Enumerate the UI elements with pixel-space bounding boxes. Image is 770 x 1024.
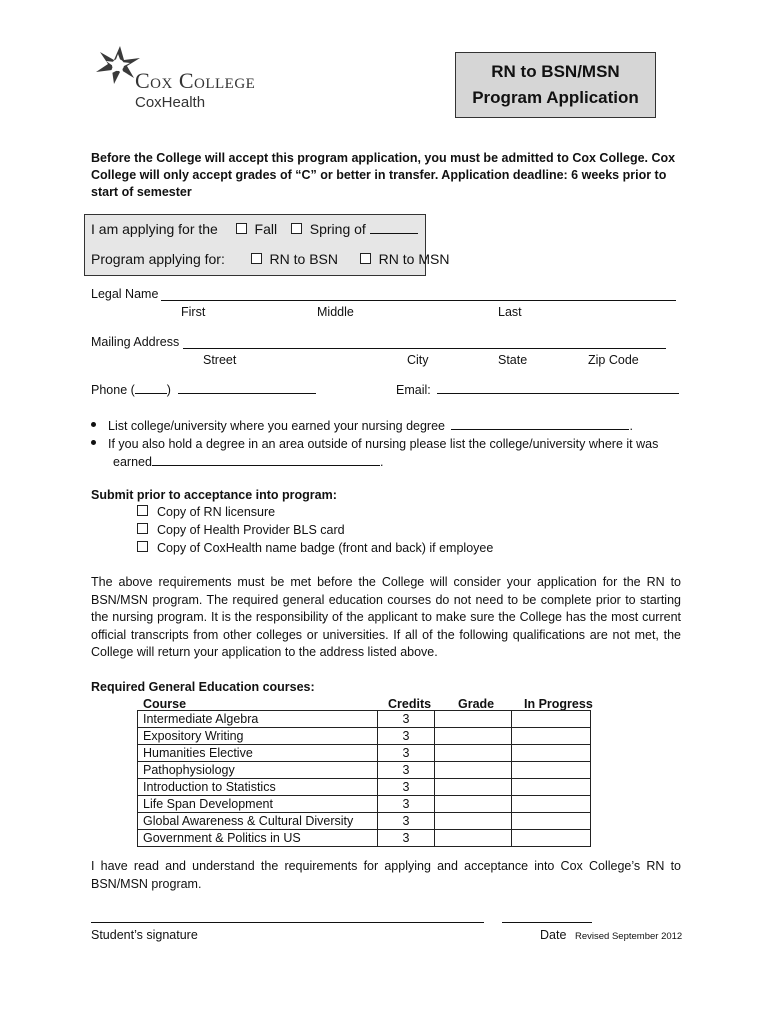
spring-label: Spring of [309, 221, 366, 237]
course-grade-cell[interactable] [435, 830, 512, 847]
submit-item [137, 523, 345, 537]
course-row [138, 813, 591, 830]
name-badge-checkbox[interactable] [137, 541, 148, 552]
state-caption: State [498, 353, 528, 367]
acknowledge-paragraph: I have read and understand the requirements for applying and acceptance into Cox College’s RN to BSN/MSN program. [91, 859, 681, 891]
email-field[interactable] [437, 382, 679, 394]
course-row [138, 728, 591, 745]
course-in-progress-cell[interactable] [512, 745, 591, 762]
course-name-cell: Intermediate Algebra [138, 711, 378, 728]
col-grade-header: Grade [458, 697, 495, 711]
spring-year-field[interactable] [370, 222, 418, 234]
bullet-dot [91, 440, 96, 445]
course-grade-cell[interactable] [435, 745, 512, 762]
course-table [137, 710, 591, 847]
program-row [91, 251, 449, 267]
course-in-progress-cell[interactable] [512, 830, 591, 847]
zip-caption: Zip Code [588, 353, 639, 367]
course-grade-cell[interactable] [435, 813, 512, 830]
course-grade-cell[interactable] [435, 796, 512, 813]
submit-item-label: Copy of Health Provider BLS card [157, 523, 345, 537]
last-name-caption: Last [498, 305, 522, 319]
bls-card-checkbox[interactable] [137, 523, 148, 534]
course-row [138, 796, 591, 813]
legal-name-field[interactable] [161, 300, 676, 301]
course-credits-cell: 3 [378, 711, 435, 728]
course-credits-cell: 3 [378, 728, 435, 745]
phone-label: Phone ( [91, 383, 135, 397]
course-grade-cell[interactable] [435, 728, 512, 745]
course-in-progress-cell[interactable] [512, 762, 591, 779]
spring-checkbox[interactable] [291, 223, 302, 234]
date-caption: Date [540, 928, 567, 942]
rn-licensure-checkbox[interactable] [137, 505, 148, 516]
fall-checkbox[interactable] [236, 223, 247, 234]
submit-item [137, 541, 493, 555]
col-progress-header: In Progress [524, 697, 593, 711]
phone-row [91, 382, 316, 397]
other-degree-field[interactable] [152, 454, 380, 466]
submit-heading: Submit prior to acceptance into program: [91, 488, 337, 502]
course-name-cell: Humanities Elective [138, 745, 378, 762]
student-signature-caption: Student’s signature [91, 928, 198, 942]
course-row [138, 711, 591, 728]
phone-close-paren: ) [166, 383, 171, 397]
course-grade-cell[interactable] [435, 779, 512, 796]
other-degree-text: If you also hold a degree in an area outside of nursing please list the college/university where it was [108, 437, 659, 451]
rn-bsn-checkbox[interactable] [251, 253, 262, 264]
rn-bsn-label: RN to BSN [269, 251, 338, 267]
course-credits-cell: 3 [378, 813, 435, 830]
bullet-other-degree [91, 435, 658, 453]
course-name-cell: Government & Politics in US [138, 830, 378, 847]
submit-item [137, 505, 275, 519]
term-row [91, 221, 418, 237]
email-row [396, 382, 679, 397]
course-in-progress-cell[interactable] [512, 728, 591, 745]
first-name-caption: First [181, 305, 206, 319]
term-label: I am applying for the [91, 221, 218, 237]
course-row [138, 745, 591, 762]
col-credits-header: Credits [388, 697, 432, 711]
course-row [138, 830, 591, 847]
logo-text [135, 70, 255, 112]
course-credits-cell: 3 [378, 779, 435, 796]
nursing-degree-text: List college/university where you earned your nursing degree [108, 419, 445, 433]
course-name-cell: Life Span Development [138, 796, 378, 813]
course-in-progress-cell[interactable] [512, 779, 591, 796]
course-grade-cell[interactable] [435, 762, 512, 779]
mailing-address-field[interactable] [183, 348, 666, 349]
requirements-paragraph: The above requirements must be met before the College will consider your application for the RN to BSN/MSN program. The required general education courses do not need to be complete prior to starting the nursing program. It is the responsibility of the applicant to make sure the College has the most current official transcripts from other colleges or universities. If all of the following qualifications are not met, the College will return your application to the address listed above. [91, 575, 681, 660]
street-caption: Street [203, 353, 237, 367]
date-line[interactable] [502, 922, 592, 923]
bullet-other-degree-cont [113, 453, 383, 471]
submit-item-label: Copy of CoxHealth name badge (front and back) if employee [157, 541, 494, 555]
course-credits-cell: 3 [378, 762, 435, 779]
city-caption: City [407, 353, 429, 367]
form-title-box [455, 52, 656, 118]
earned-text: earned [113, 455, 152, 469]
bullet2-period: . [379, 455, 384, 469]
area-code-field[interactable] [135, 382, 167, 394]
fall-label: Fall [254, 221, 278, 237]
bullet1-period: . [629, 419, 633, 433]
email-label: Email: [396, 383, 431, 397]
applying-box [84, 214, 450, 276]
program-label: Program applying for: [91, 251, 225, 267]
col-course-header: Course [143, 697, 187, 711]
rn-msn-label: RN to MSN [378, 251, 450, 267]
bullet-nursing-degree [91, 417, 633, 435]
course-credits-cell: 3 [378, 830, 435, 847]
submit-item-label: Copy of RN licensure [157, 505, 276, 519]
course-in-progress-cell[interactable] [512, 711, 591, 728]
course-name-cell: Global Awareness & Cultural Diversity [138, 813, 378, 830]
course-row [138, 762, 591, 779]
course-grade-cell[interactable] [435, 711, 512, 728]
intro-paragraph: Before the College will accept this program application, you must be admitted to Cox College. Cox College will only accept grades of “C” or better in transfer. Application deadline: 6 weeks prior to start of semester [91, 151, 676, 199]
course-in-progress-cell[interactable] [512, 796, 591, 813]
logo-name: Cox College [135, 68, 256, 93]
bullet-dot [91, 422, 96, 427]
mailing-address-label: Mailing Address [91, 335, 180, 349]
form-title-line1: RN to BSN/MSN [491, 62, 620, 81]
course-name-cell: Pathophysiology [138, 762, 378, 779]
course-credits-cell: 3 [378, 745, 435, 762]
middle-name-caption: Middle [317, 305, 354, 319]
phone-number-field[interactable] [178, 382, 316, 394]
legal-name-label: Legal Name [91, 287, 159, 301]
revised-note: Revised September 2012 [575, 931, 683, 942]
course-row [138, 779, 591, 796]
courses-heading: Required General Education courses: [91, 680, 315, 694]
course-name-cell: Expository Writing [138, 728, 378, 745]
course-in-progress-cell[interactable] [512, 813, 591, 830]
logo-subname: CoxHealth [135, 94, 206, 111]
form-title-line2: Program Application [472, 88, 639, 107]
course-credits-cell: 3 [378, 796, 435, 813]
nursing-degree-field[interactable] [451, 418, 629, 430]
student-signature-line[interactable] [91, 922, 484, 923]
course-name-cell: Introduction to Statistics [138, 779, 378, 796]
rn-msn-checkbox[interactable] [360, 253, 371, 264]
